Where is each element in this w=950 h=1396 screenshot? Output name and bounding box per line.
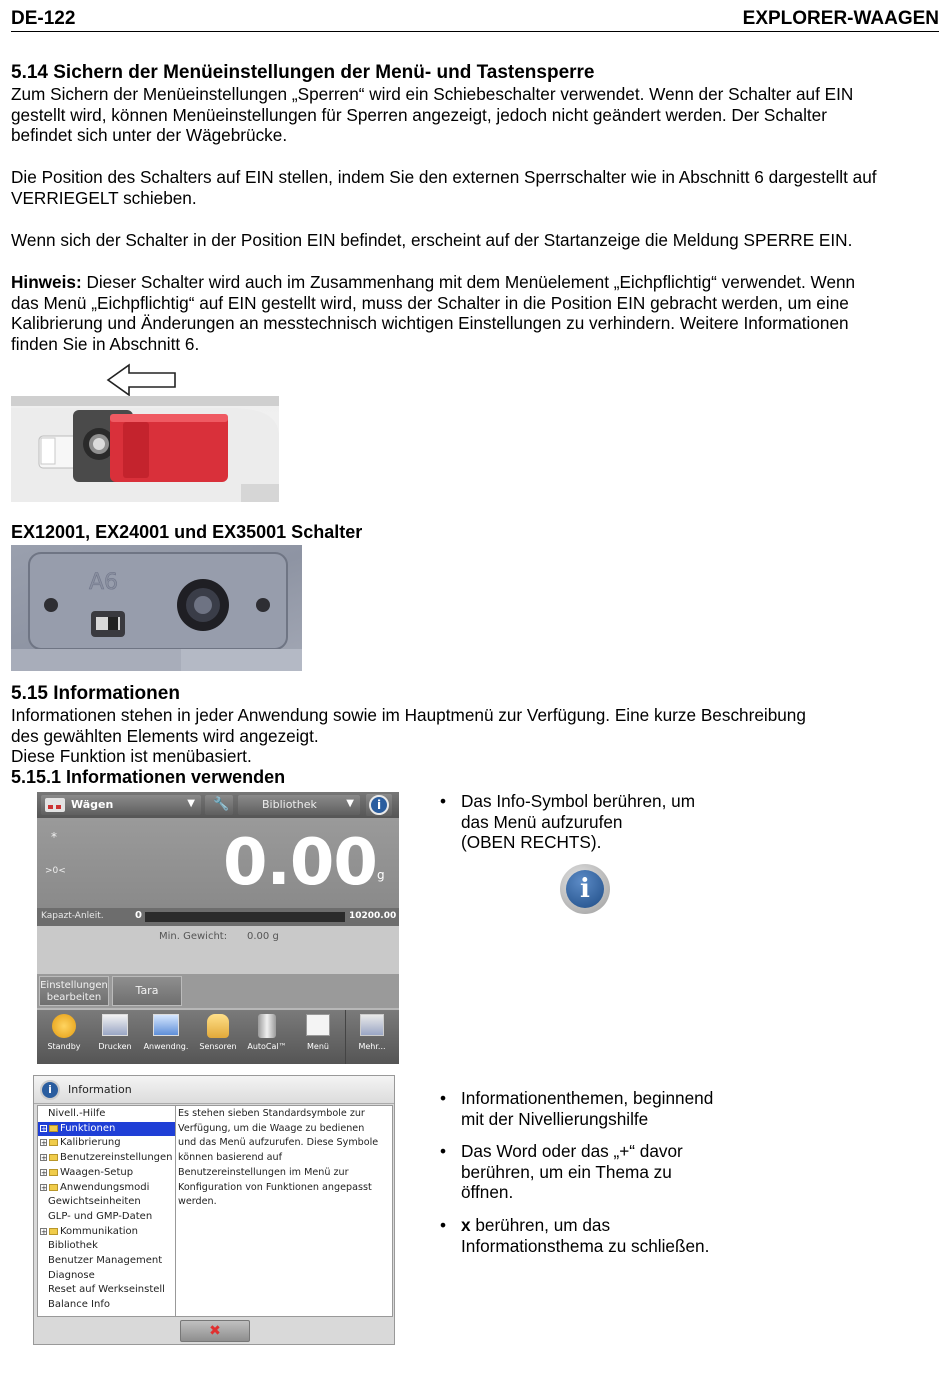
more-icon bbox=[360, 1014, 384, 1036]
information-screen bbox=[33, 1075, 395, 1345]
list-item bbox=[440, 1088, 713, 1129]
standby-button[interactable] bbox=[42, 1014, 86, 1051]
applications-button[interactable] bbox=[140, 1014, 192, 1051]
tree-item-label: Diagnose bbox=[48, 1269, 95, 1281]
description-line: und das Menü aufzurufen. Diese Symbole bbox=[178, 1137, 379, 1149]
underside-switch-illustration bbox=[11, 545, 302, 671]
tree-item[interactable] bbox=[38, 1298, 176, 1312]
section-5-15-1-title: 5.15.1 Informationen verwenden bbox=[11, 767, 286, 787]
toolbar-label: Drucken bbox=[98, 1042, 132, 1051]
weight-display bbox=[37, 818, 399, 908]
capacity-bar-row bbox=[37, 908, 399, 926]
tree-item[interactable] bbox=[38, 1107, 176, 1121]
tree-item-label: Anwendungsmodi bbox=[60, 1181, 150, 1193]
info-title-bar bbox=[34, 1076, 395, 1104]
description-line: Es stehen sieben Standardsymbole zur bbox=[178, 1108, 365, 1119]
capacity-max: 10200.00 bbox=[349, 911, 397, 921]
topic-description bbox=[175, 1105, 393, 1317]
tree-item[interactable] bbox=[38, 1269, 176, 1283]
info-topic-steps bbox=[440, 1088, 713, 1268]
tree-item[interactable] bbox=[38, 1210, 176, 1224]
stable-indicator: * bbox=[51, 830, 57, 844]
toolbar-divider bbox=[345, 1010, 346, 1064]
expand-icon[interactable] bbox=[40, 1198, 47, 1205]
section-5-14-note bbox=[11, 272, 936, 354]
info-access-steps bbox=[440, 791, 695, 865]
tree-item-label: Kalibrierung bbox=[60, 1137, 121, 1149]
text-line: mit der Nivellierungshilfe bbox=[461, 1108, 649, 1129]
expand-icon[interactable]: + bbox=[41, 1124, 47, 1133]
left-arrow-icon bbox=[105, 362, 179, 398]
reference-field bbox=[37, 926, 399, 974]
folder-icon bbox=[49, 1139, 58, 1146]
info-icon: i bbox=[40, 1080, 60, 1100]
close-icon: ✖ bbox=[209, 1323, 221, 1339]
section-5-15-title: 5.15 Informationen bbox=[11, 683, 180, 704]
text-line: • Das Info-Symbol berühren, um bbox=[461, 791, 696, 811]
text-line: das Menü aufzurufen bbox=[461, 811, 623, 832]
button-label-line: bearbeiten bbox=[46, 992, 102, 1003]
switch-caption: EX12001, EX24001 und EX35001 Schalter bbox=[11, 522, 363, 542]
tree-item[interactable] bbox=[38, 1239, 176, 1253]
close-button[interactable] bbox=[180, 1320, 250, 1342]
toolbar-label: Standby bbox=[47, 1042, 81, 1051]
mode-label: Wägen bbox=[71, 798, 114, 811]
expand-icon[interactable]: + bbox=[41, 1227, 47, 1236]
more-button[interactable] bbox=[349, 1014, 395, 1051]
expand-icon[interactable]: + bbox=[41, 1154, 47, 1163]
expand-icon[interactable] bbox=[40, 1286, 47, 1293]
text-line: Diese Funktion ist menübasiert. bbox=[11, 746, 252, 767]
section-5-14-intro bbox=[11, 84, 936, 146]
toolbar-label: Anwendng. bbox=[143, 1042, 189, 1051]
text-line: Informationen stehen in jeder Anwendung sowie im Hauptmenü zur Verfügung. Eine kurze Beschreibung bbox=[11, 705, 806, 725]
section-5-15-intro bbox=[11, 705, 936, 767]
info-button[interactable] bbox=[366, 794, 392, 816]
menu-list-icon bbox=[306, 1014, 330, 1036]
text-line: berühren, um ein Thema zu bbox=[461, 1161, 672, 1182]
expand-icon[interactable] bbox=[40, 1257, 47, 1264]
wrench-icon: 🔧 bbox=[213, 797, 230, 812]
toolbar-label: Mehr... bbox=[358, 1042, 386, 1051]
info-title: Information bbox=[68, 1083, 132, 1096]
text-line: Kalibrierung und Änderungen an messtechnisch wichtigen Einstellungen zu verhindern. Weitere Informationen bbox=[11, 313, 849, 334]
tree-item-label: Reset auf Werkseinstell bbox=[48, 1284, 165, 1296]
tree-item[interactable] bbox=[38, 1166, 176, 1180]
underside-switch-photo bbox=[11, 545, 302, 671]
capacity-bar bbox=[145, 912, 345, 922]
tree-item[interactable] bbox=[38, 1136, 176, 1150]
list-item bbox=[440, 791, 695, 853]
expand-icon[interactable] bbox=[40, 1213, 47, 1220]
min-weight-label: Min. Gewicht: bbox=[159, 931, 228, 942]
text-line bbox=[461, 1215, 713, 1236]
print-button[interactable] bbox=[92, 1014, 138, 1051]
section-5-14-title: 5.14 Sichern der Menüeinstellungen der Menü- und Tastensperre bbox=[11, 62, 595, 83]
tree-item-label: Waagen-Setup bbox=[60, 1166, 134, 1178]
chevron-down-icon: ▼ bbox=[346, 798, 354, 809]
tree-item-label: Bibliothek bbox=[48, 1240, 98, 1252]
tree-item[interactable] bbox=[38, 1225, 176, 1239]
tree-item-label: Funktionen bbox=[60, 1122, 116, 1134]
text-fragment: berühren, um das bbox=[470, 1214, 611, 1235]
manual-title: EXPLORER-WAAGEN bbox=[742, 8, 939, 29]
tree-item-label: GLP- und GMP-Daten bbox=[48, 1210, 153, 1222]
description-line: werden. bbox=[178, 1196, 217, 1208]
expand-icon[interactable] bbox=[40, 1272, 47, 1279]
lock-switch-illustration bbox=[11, 396, 279, 502]
wrench-button[interactable] bbox=[205, 795, 233, 815]
library-dropdown[interactable] bbox=[238, 795, 360, 815]
tree-item-label: Benutzer Management bbox=[48, 1255, 163, 1266]
printer-icon bbox=[102, 1014, 128, 1036]
min-weight-value: 0.00 g bbox=[247, 931, 279, 942]
text-line: gestellt wird, können Menüeinstellungen für Sperren angezeigt, jedoch nicht geändert werden. Der Schalter bbox=[11, 104, 827, 125]
page-header bbox=[11, 6, 939, 32]
edit-settings-button[interactable] bbox=[39, 976, 109, 1006]
note-label: Hinweis: bbox=[11, 272, 82, 292]
tare-button[interactable]: Tara bbox=[112, 976, 182, 1006]
expand-icon[interactable]: + bbox=[41, 1168, 47, 1177]
hand-sensor-icon bbox=[207, 1014, 229, 1038]
description-line: Verfügung, um die Waage zu bedienen bbox=[178, 1122, 365, 1134]
toolbar-label: AutoCal™ bbox=[247, 1042, 287, 1051]
text-line: öffnen. bbox=[461, 1182, 514, 1203]
text-line: • Informationenthemen, beginnend bbox=[461, 1088, 714, 1108]
toolbar-label: Sensoren bbox=[199, 1042, 237, 1051]
description-line: Konfiguration von Funktionen angepasst bbox=[178, 1181, 372, 1193]
text-line: finden Sie in Abschnitt 6. bbox=[11, 333, 200, 354]
description-line: Benutzereinstellungen im Menü zur bbox=[178, 1166, 349, 1178]
capacity-label: Kapazt-Anleit. bbox=[41, 911, 104, 921]
folder-icon bbox=[49, 1228, 58, 1235]
tree-item-label: Kommunikation bbox=[60, 1225, 139, 1237]
expand-icon[interactable] bbox=[40, 1110, 47, 1117]
text-line: • Das Word oder das „+“ davor bbox=[461, 1141, 683, 1162]
folder-icon bbox=[49, 1169, 58, 1176]
text-line: VERRIEGELT schieben. bbox=[11, 187, 197, 208]
standby-icon bbox=[52, 1014, 76, 1038]
text-line: Zum Sichern der Menüeinstellungen „Sperren“ wird ein Schiebeschalter verwendet. Wenn der Schalter auf EIN bbox=[11, 84, 854, 104]
tree-item-label: Gewichtseinheiten bbox=[48, 1196, 141, 1208]
topic-tree bbox=[37, 1105, 177, 1317]
tree-item-label: Balance Info bbox=[48, 1299, 110, 1311]
autocal-button[interactable] bbox=[243, 1014, 291, 1051]
capacity-min: 0 bbox=[135, 910, 142, 921]
expand-icon[interactable] bbox=[40, 1301, 47, 1308]
info-icon: i bbox=[369, 795, 389, 815]
weight-value: 0.00 bbox=[223, 826, 377, 900]
application-window-icon bbox=[153, 1014, 179, 1036]
lock-switch-photo bbox=[11, 396, 279, 502]
action-button-row bbox=[37, 974, 399, 1008]
note-text: Dieser Schalter wird auch im Zusammenhang mit dem Menüelement „Eichpflichtig“ verwendet. Wenn bbox=[81, 272, 856, 292]
calibration-weight-icon bbox=[258, 1014, 276, 1038]
tree-item-label: Benutzereinstellungen bbox=[60, 1152, 173, 1164]
section-5-14-position bbox=[11, 167, 936, 208]
weight-unit: g bbox=[377, 868, 385, 882]
folder-icon bbox=[49, 1125, 58, 1132]
tree-item-label: Nivell.-Hilfe bbox=[48, 1108, 106, 1119]
expand-icon[interactable]: + bbox=[41, 1183, 47, 1192]
chevron-down-icon: ▼ bbox=[187, 798, 195, 809]
section-5-14-lock-message: Wenn sich der Schalter in der Position EIN befindet, erscheint auf der Startanzeige die Meldung SPERRE EIN. bbox=[11, 230, 853, 250]
tree-item[interactable] bbox=[38, 1254, 176, 1268]
balance-home-screen bbox=[37, 792, 399, 1064]
text-line: das Menü „Eichpflichtig“ auf EIN gestellt wird, muss der Schalter in die Position EIN gebracht werden, um eine bbox=[11, 292, 849, 313]
menu-button[interactable] bbox=[295, 1014, 341, 1051]
plate-marking: A6 bbox=[89, 570, 119, 595]
tree-item[interactable] bbox=[38, 1151, 176, 1165]
sensors-button[interactable] bbox=[194, 1014, 242, 1051]
screen-top-bar bbox=[37, 792, 399, 818]
text-line: befindet sich unter der Wägebrücke. bbox=[11, 125, 288, 146]
text-line: (OBEN RECHTS). bbox=[461, 832, 602, 853]
expand-icon[interactable]: + bbox=[41, 1139, 47, 1148]
description-line: können basierend auf bbox=[178, 1152, 283, 1164]
info-icon: i bbox=[560, 864, 610, 914]
tree-item[interactable] bbox=[38, 1283, 176, 1297]
zero-indicator: >0< bbox=[45, 866, 66, 876]
list-item bbox=[440, 1141, 713, 1203]
list-item bbox=[440, 1215, 713, 1256]
library-label: Bibliothek bbox=[262, 798, 317, 811]
page-number: DE-122 bbox=[11, 8, 76, 29]
toolbar-label: Menü bbox=[307, 1042, 329, 1051]
tree-item[interactable] bbox=[38, 1122, 176, 1136]
folder-icon bbox=[49, 1184, 58, 1191]
text-line: des gewählten Elements wird angezeigt. bbox=[11, 725, 319, 746]
folder-icon bbox=[49, 1154, 58, 1161]
text-line bbox=[11, 272, 936, 293]
mode-dropdown[interactable] bbox=[41, 795, 201, 815]
weigh-mode-icon bbox=[45, 798, 65, 812]
close-symbol: x bbox=[461, 1214, 471, 1235]
button-label-line: Einstellungen bbox=[40, 980, 108, 991]
tree-item[interactable] bbox=[38, 1195, 176, 1209]
text-line: Die Position des Schalters auf EIN stellen, indem Sie den externen Sperrschalter wie in Abschnitt 6 dargestellt auf bbox=[11, 167, 877, 187]
text-line: Informationsthema zu schließen. bbox=[461, 1235, 710, 1256]
bottom-toolbar bbox=[37, 1010, 399, 1064]
expand-icon[interactable] bbox=[40, 1242, 47, 1249]
tree-item[interactable] bbox=[38, 1181, 176, 1195]
